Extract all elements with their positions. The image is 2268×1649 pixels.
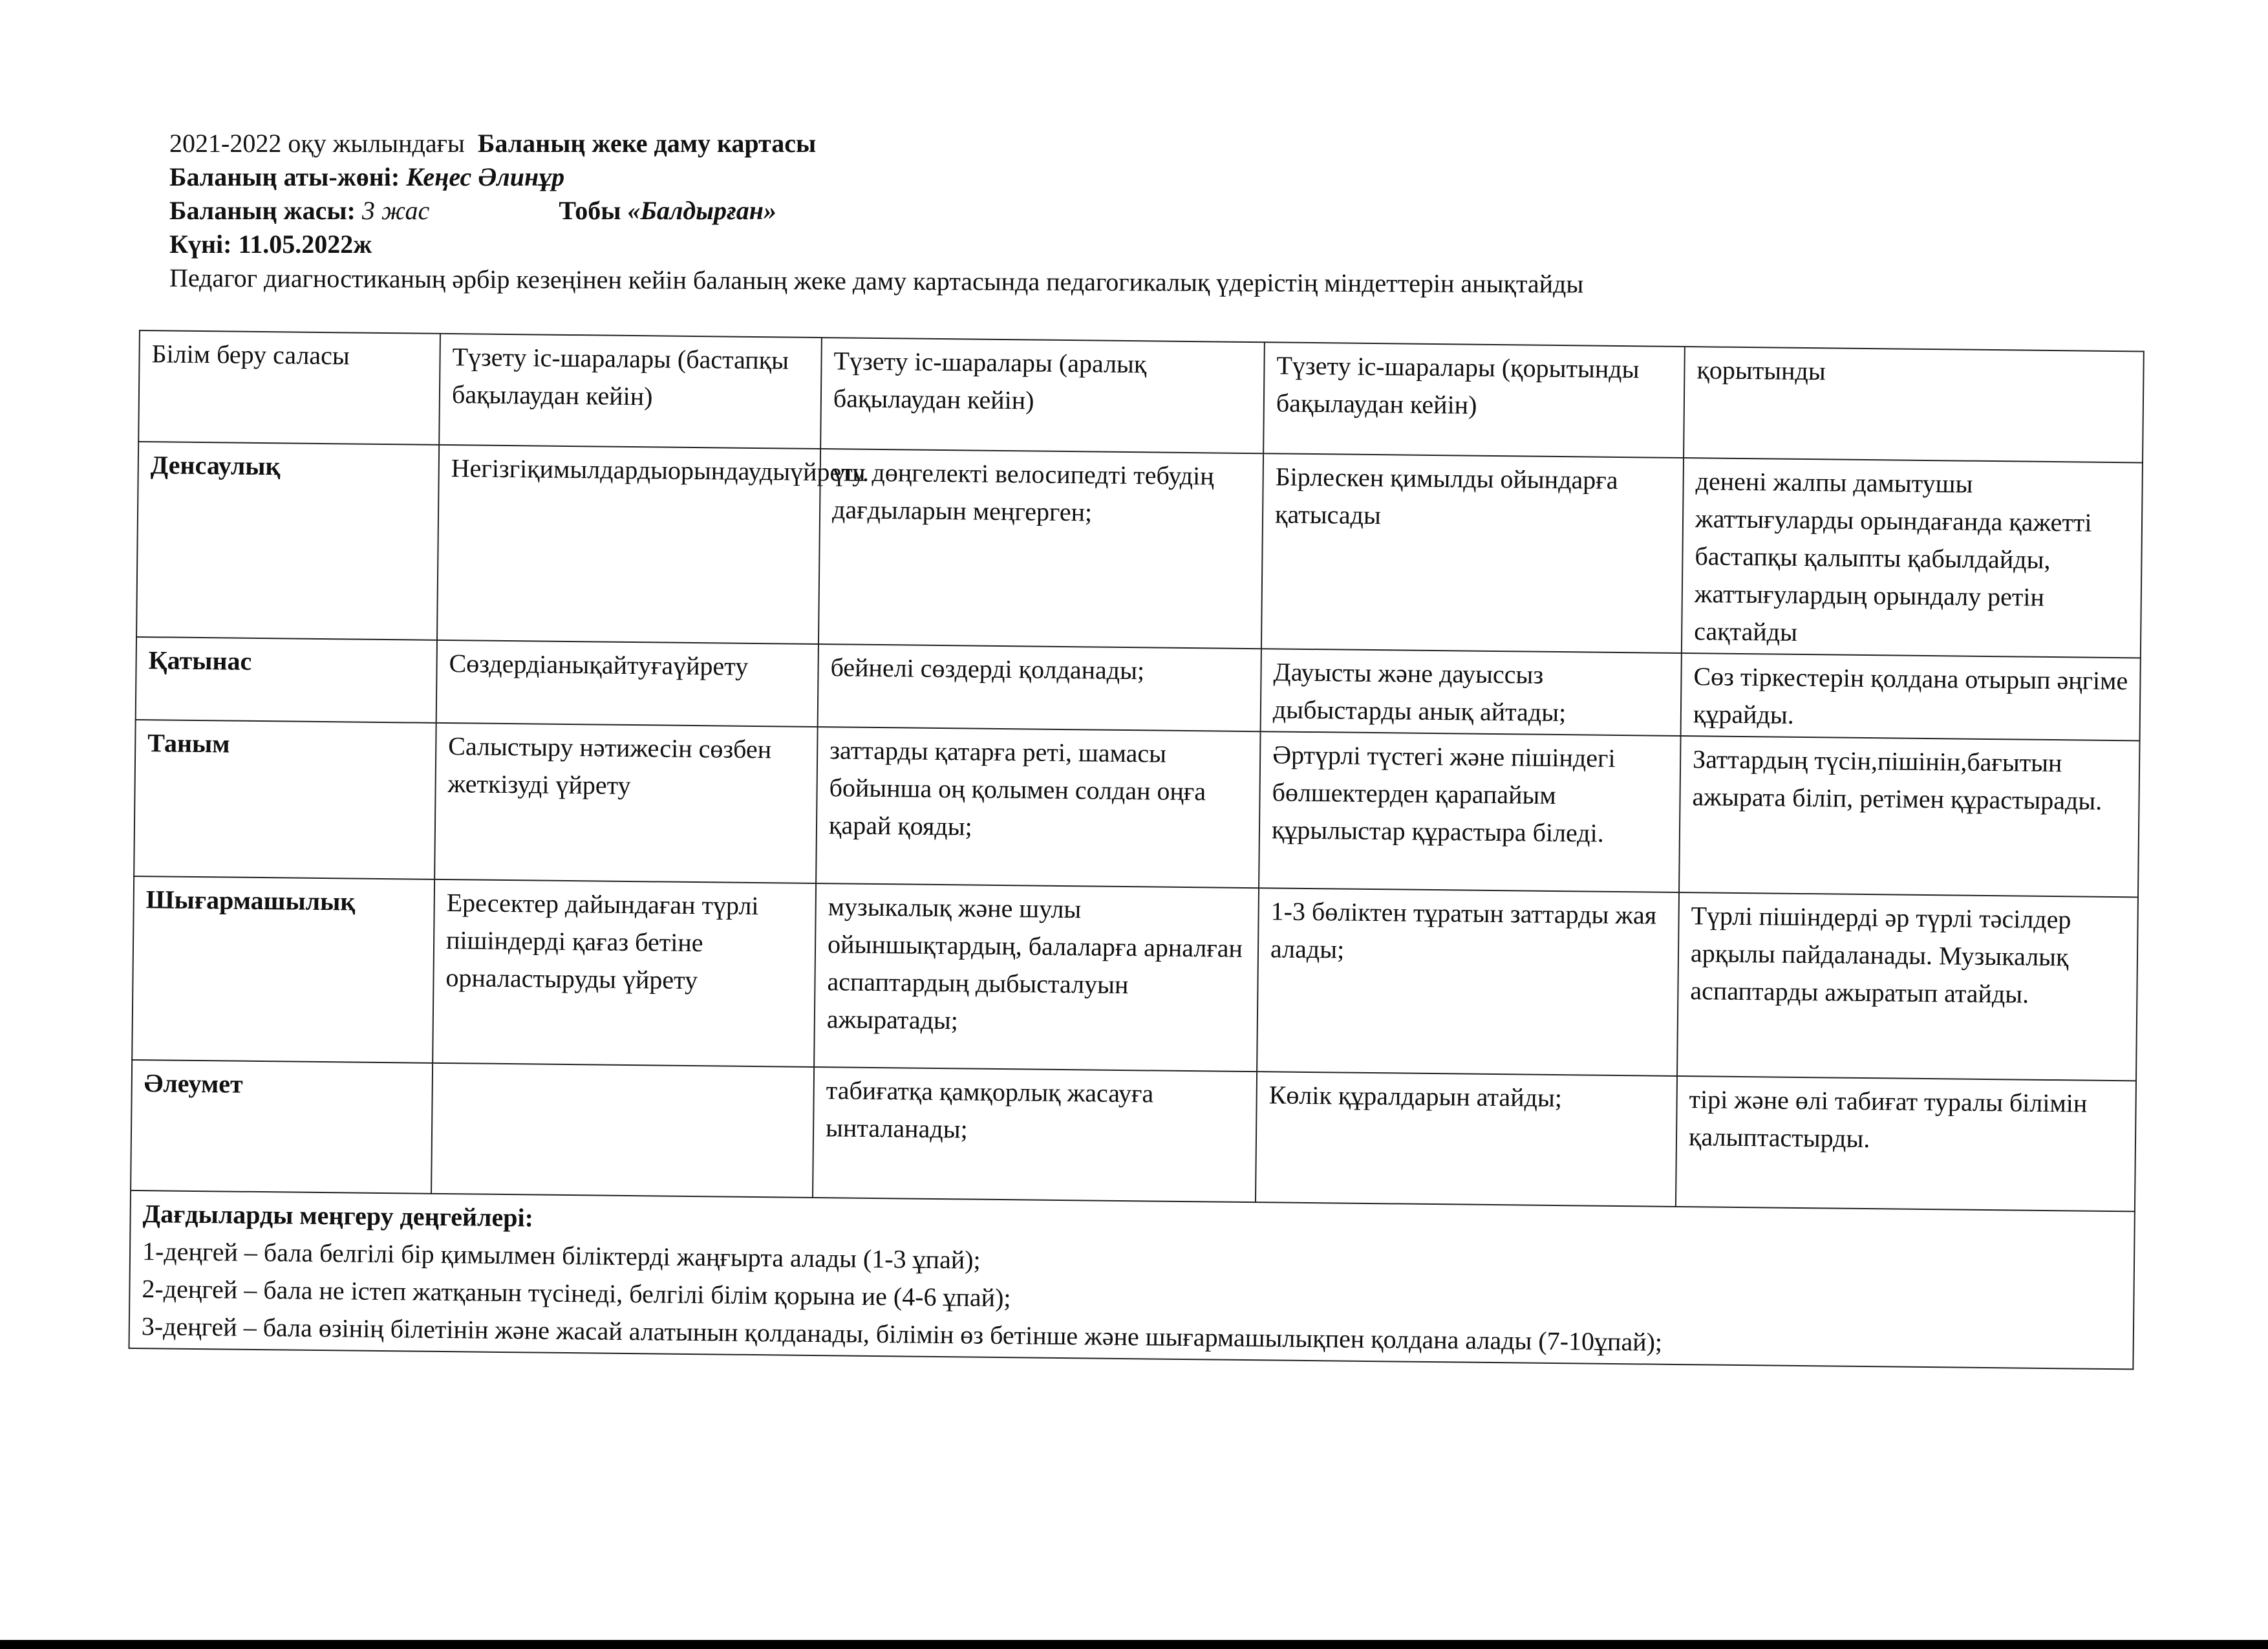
scan-edge-bar: [0, 1640, 2268, 1649]
skill-levels-title: Дағдыларды меңгеру деңгейлері:: [142, 1199, 534, 1233]
area-cell: Шығармашылық: [132, 876, 434, 1063]
table-row: [132, 876, 2138, 1081]
intermediate-cell: үш дөңгелекті велосипедті тебудің дағдыларын меңгерген;: [818, 449, 1263, 649]
area-cell: Таным: [134, 720, 436, 879]
conclusion-cell: Түрлі пішіндерді әр түрлі тәсілдер арқылы пайдаланады. Музыкалық аспаптарды ажыратып атайды.: [1677, 892, 2138, 1081]
child-name-value: Кеңес Әлинұр: [406, 162, 565, 191]
area-cell: Қатынас: [136, 637, 437, 723]
document-title: Баланың жеке даму картасы: [477, 129, 817, 158]
group-label: Тобы: [559, 196, 621, 225]
group-value: «Балдырған»: [627, 196, 776, 225]
column-header: қорытынды: [1684, 347, 2144, 462]
date-line: [169, 228, 2174, 261]
age-value: 3 жас: [361, 196, 430, 225]
conclusion-cell: Сөз тіркестерін қолдана отырып әңгіме құрайды.: [1681, 653, 2141, 740]
conclusion-cell: денені жалпы дамытушы жаттығуларды орындағанда қажетті бастапқы қалыпты қабылдайды, жаттығулардың орындалу ретін сақтайды: [1682, 458, 2143, 658]
column-header: Түзету іс-шаралары (аралық бақылаудан кейін): [820, 338, 1265, 453]
area-cell: Денсаулық: [136, 442, 439, 640]
intro-text: Педагог диагностиканың әрбір кезеңінен кейін баланың жеке даму картасында педагогикалық үдерістің міндеттерін анықтайды: [169, 263, 1584, 299]
skill-level-item: 2-деңгей – бала не істеп жатқанын түсінеді, белгілі білім қорына ие (4-6 ұпай);: [142, 1274, 1011, 1313]
year-prefix: 2021-2022 оқу жылындағы: [169, 129, 465, 158]
skill-levels-row: [129, 1191, 2135, 1369]
final-cell: Дауысты және дауыссыз дыбыстарды анық айтады;: [1261, 649, 1682, 736]
column-header: Білім беру саласы: [138, 330, 440, 445]
initial-cell: Ересектер дайындаған түрлі пішіндерді қағаз бетіне орналастыруды үйрету: [433, 879, 816, 1067]
table-header-row: [138, 330, 2144, 462]
column-header: Түзету іс-шаралары (қорытынды бақылаудан кейін): [1263, 342, 1685, 458]
final-cell: Әртүрлі түстегі және пішіндегі бөлшектерден қарапайым құрылыстар құрастыра біледі.: [1259, 731, 1680, 892]
initial-cell: Сөздердіанықайтуғаүйрету: [436, 640, 818, 727]
final-cell: Бірлескен қимылды ойындарға қатысады: [1261, 453, 1684, 653]
child-name-line: [169, 160, 2174, 194]
initial-cell: [431, 1063, 814, 1198]
title-line: [169, 127, 2174, 160]
skill-levels-cell: [129, 1191, 2135, 1369]
date-value: 11.05.2022ж: [238, 230, 372, 259]
initial-cell: Салыстыру нәтижесін сөзбен жеткізуді үйрету: [434, 723, 818, 883]
intermediate-cell: музыкалық және шулы ойыншықтардың, балаларға арналған аспаптардың дыбысталуын ажыратады;: [814, 883, 1259, 1072]
table-row: [134, 720, 2139, 897]
development-table-wrapper: [128, 330, 2149, 1370]
intermediate-cell: бейнелі сөздерді қолданады;: [818, 644, 1261, 731]
area-cell: Әлеумет: [131, 1060, 433, 1194]
date-label: Күні:: [169, 230, 232, 259]
initial-cell: Негізгіқимылдардыорындаудыүйрету.: [437, 445, 820, 644]
table-row: [136, 442, 2143, 658]
final-cell: Көлік құралдарын атайды;: [1256, 1072, 1677, 1207]
conclusion-cell: Заттардың түсін,пішінін,бағытын ажырата біліп, ретімен құрастырады.: [1679, 736, 2139, 897]
final-cell: 1-3 бөліктен тұратын заттарды жая алады;: [1257, 888, 1679, 1076]
age-group-line: [169, 194, 2174, 228]
table-row: [131, 1060, 2136, 1211]
intermediate-cell: табиғатқа қамқорлық жасауға ынталанады;: [813, 1067, 1257, 1202]
skill-level-item: 3-деңгей – бала өзінің білетінін және жасай алатынын қолданады, білімін өз бетінше және шығармашылықпен қолдана алады (7-10ұпай);: [141, 1311, 1663, 1357]
skill-level-item: 1-деңгей – бала белгілі бір қимылмен біліктерді жаңғырта алады (1-3 ұпай);: [142, 1236, 981, 1275]
column-header: Түзету іс-шаралары (бастапқы бақылаудан кейін): [439, 334, 822, 449]
development-table: [128, 330, 2144, 1370]
intermediate-cell: заттарды қатарға реті, шамасы бойынша оң қолымен солдан оңға қарай қояды;: [816, 727, 1260, 888]
document-header: [169, 127, 2174, 299]
age-label: Баланың жасы:: [169, 196, 356, 225]
conclusion-cell: тірі және өлі табиғат туралы білімін қалыптастырды.: [1676, 1076, 2136, 1211]
child-name-label: Баланың аты-жөні:: [169, 162, 400, 191]
